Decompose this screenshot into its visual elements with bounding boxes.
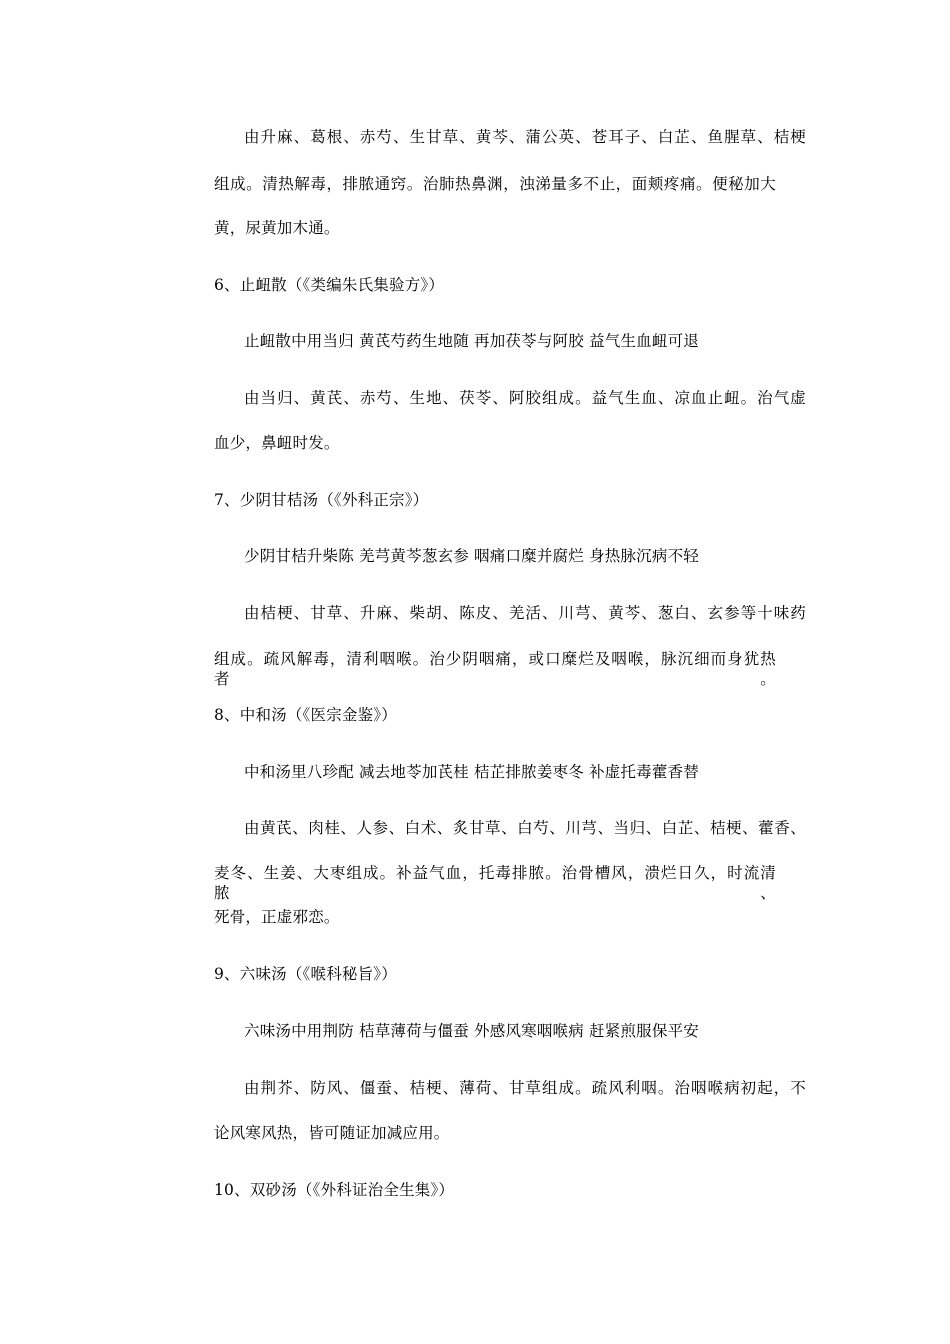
verse-line: 少阴甘桔升柴陈 羌芎黄芩葱玄参 咽痛口糜并腐烂 身热脉沉病不轻 (244, 547, 699, 565)
paragraph-line: 死骨，正虚邪恋。 (214, 908, 340, 926)
verse-line: 中和汤里八珍配 减去地苓加芪桂 桔芷排脓姜枣冬 补虚托毒藿香替 (244, 763, 699, 781)
paragraph-line: 由桔梗、甘草、升麻、柴胡、陈皮、羌活、川芎、黄芩、葱白、玄参等十味药 (244, 604, 806, 622)
section-heading: 10、双砂汤（《外科证治全生集》） (214, 1181, 455, 1199)
paragraph-line: 由黄芪、肉桂、人参、白术、炙甘草、白芍、川芎、当归、白芷、桔梗、藿香、 (244, 819, 806, 837)
paragraph-line: 由升麻、葛根、赤芍、生甘草、黄芩、蒲公英、苍耳子、白芷、鱼腥草、桔梗 (244, 128, 806, 146)
paragraph-line: 黄，尿黄加木通。 (214, 219, 340, 237)
section-heading: 9、六味汤（《喉科秘旨》） (214, 965, 397, 983)
paragraph-line: 组成。疏风解毒，清利咽喉。治少阴咽痛，或口糜烂及咽喉，脉沉细而身犹热者。 (214, 650, 776, 688)
paragraph-line: 论风寒风热，皆可随证加减应用。 (214, 1124, 450, 1142)
verse-line: 止衄散中用当归 黄芪芍药生地随 再加茯苓与阿胶 益气生血衄可退 (244, 332, 699, 350)
paragraph-line: 组成。清热解毒，排脓通窍。治肺热鼻渊，浊涕量多不止，面颊疼痛。便秘加大 (214, 175, 776, 193)
section-heading: 6、止衄散（《类编朱氏集验方》） (214, 276, 445, 294)
paragraph-line: 由当归、黄芪、赤芍、生地、茯苓、阿胶组成。益气生血、凉血止衄。治气虚 (244, 389, 806, 407)
paragraph-line: 血少，鼻衄时发。 (214, 434, 340, 452)
verse-line: 六味汤中用荆防 桔草薄荷与僵蚕 外感风寒咽喉病 赶紧煎服保平安 (244, 1022, 699, 1040)
section-heading: 7、少阴甘桔汤（《外科正宗》） (214, 491, 429, 509)
paragraph-line: 由荆芥、防风、僵蚕、桔梗、薄荷、甘草组成。疏风利咽。治咽喉病初起，不 (244, 1079, 806, 1097)
section-heading: 8、中和汤（《医宗金鉴》） (214, 706, 397, 724)
paragraph-line: 麦冬、生姜、大枣组成。补益气血，托毒排脓。治骨槽风，溃烂日久，时流清脓、 (214, 864, 776, 902)
